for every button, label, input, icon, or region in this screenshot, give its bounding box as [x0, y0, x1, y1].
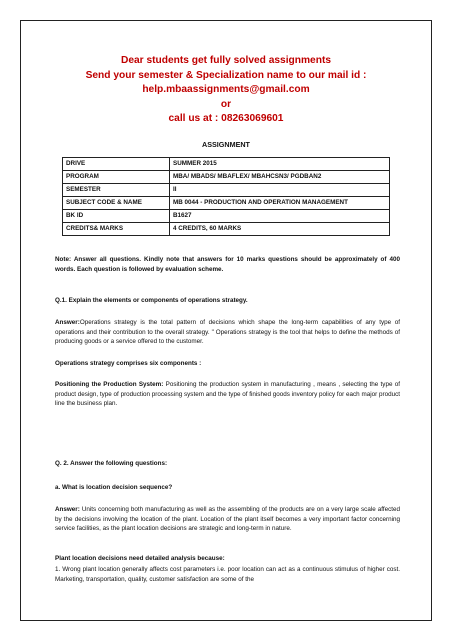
- q1-answer-label: Answer:: [55, 319, 80, 326]
- q1-question: Q.1. Explain the elements or components of operations strategy.: [55, 297, 248, 304]
- info-key: CREDITS& MARKS: [63, 223, 170, 236]
- q1-positioning: [55, 380, 400, 409]
- info-row: [63, 223, 390, 236]
- info-row: [63, 184, 390, 197]
- info-key: SEMESTER: [63, 184, 170, 197]
- header-line-2: Send your semester & Specialization name to our mail id :: [85, 69, 367, 81]
- info-key: DRIVE: [63, 158, 170, 171]
- q1-answer: [55, 318, 400, 347]
- info-value: B1627: [170, 210, 390, 223]
- q2-answer-text: Units concerning both manufacturing as well as the assembling of the products are on a very large scale affected by the decisions involving the location of the plant. Location of the plant itself becomes a very important factor concerning service facilities, as the plant location decisions are strategic and long-term in nature.: [55, 506, 400, 533]
- info-value: MB 0044 - PRODUCTION AND OPERATION MANAGEMENT: [170, 197, 390, 210]
- q2-sub-a: a. What is location decision sequence?: [55, 484, 173, 491]
- header-phone: call us at : 08263069601: [168, 113, 284, 125]
- info-row: [63, 171, 390, 184]
- assignment-title: ASSIGNMENT: [202, 140, 250, 149]
- plant-location-text: 1. Wrong plant location generally affects cost parameters i.e. poor location can act as a continuous stimulus of higher cost. Marketing, transportation, quality, customer satisfaction are some of the: [55, 566, 400, 583]
- info-value: 4 CREDITS, 60 MARKS: [170, 223, 390, 236]
- info-key: PROGRAM: [63, 171, 170, 184]
- contact-header: [20, 54, 432, 127]
- info-table: [62, 157, 390, 236]
- info-row: [63, 197, 390, 210]
- q2-answer-label: Answer:: [55, 506, 80, 513]
- info-value: MBA/ MBADS/ MBAFLEX/ MBAHCSN3/ PGDBAN2: [170, 171, 390, 184]
- info-row: [63, 210, 390, 223]
- header-email[interactable]: help.mbaassignments@gmail.com: [142, 84, 310, 96]
- info-value: II: [170, 184, 390, 197]
- q1-answer-text: Operations strategy is the total pattern of decisions which shape the long-term capabilities of any type of operations and their contribution to the overall strategy. " Operations strategy is the tool that helps to define the methods of producing goods or a service offered to the customer.: [55, 319, 400, 346]
- note-text: Note: Answer all questions. Kindly note that answers for 10 marks questions should be approximately of 400 words. Each question is followed by evaluation scheme.: [55, 256, 400, 273]
- header-line-1: Dear students get fully solved assignments: [120, 55, 332, 66]
- plant-location-heading: Plant location decisions need detailed analysis because:: [55, 555, 225, 562]
- info-row: [63, 158, 390, 171]
- q2-answer: [55, 505, 400, 534]
- info-key: BK ID: [63, 210, 170, 223]
- positioning-label: Positioning the Production System:: [55, 381, 164, 388]
- info-value: SUMMER 2015: [170, 158, 390, 171]
- header-or: or: [220, 98, 232, 110]
- info-key: SUBJECT CODE & NAME: [63, 197, 170, 210]
- q1-components-heading: Operations strategy comprises six components :: [55, 360, 202, 367]
- positioning-text: Positioning the production system in manufacturing , means , selecting the type of product design, type of production processing system and the type of finished goods inventory policy for each major product line the business plan.: [55, 381, 401, 408]
- q2-question: Q. 2. Answer the following questions:: [55, 460, 168, 467]
